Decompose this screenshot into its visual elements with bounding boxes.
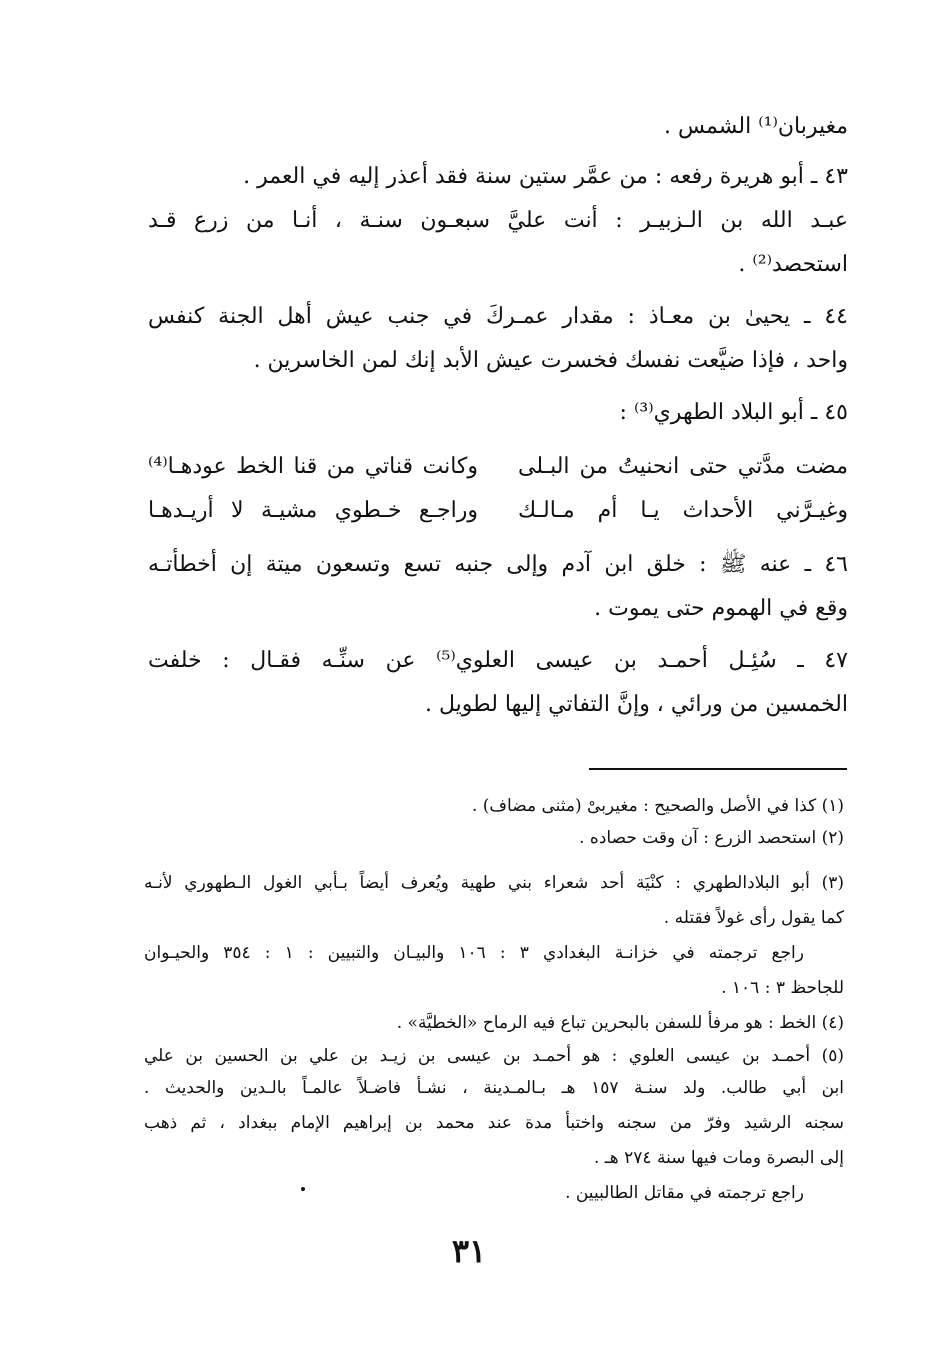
footnote-5-line: (٥) أحمـد بن عيسى العلوي : هو أحمـد بن عيسى بن زيـد بن علي بن الحسين بن علي: [144, 1046, 844, 1066]
entry-47-line: الخمسين من ورائي ، وإنَّ التفاتي إليها لطويل .: [425, 692, 848, 717]
footnote-2: (٢) استحصد الزرع : آن وقت حصاده .: [579, 828, 844, 848]
footnote-5-line: ابن أبي طالب. ولد سنـة ١٥٧ هـ بـالمـدينة ، نشـأ فاضـلاً عالمـاً بالـدين والحديث .: [144, 1078, 844, 1098]
footnote-1: (١) كذا في الأصل والصحيح : مغيربىْ (مثنى مضاف) .: [471, 796, 844, 816]
verse-second-hemistich: وكانت قناتي من قنا الخط عودهـا⁽⁴⁾: [148, 454, 478, 479]
body-line: مغيربان⁽¹⁾ الشمس .: [664, 114, 848, 139]
entry-44-line: ٤٤ ـ يحيىٰ بن معـاذ : مقدار عمـركَ في جنب عيش أهل الجنة كنفس: [148, 304, 848, 329]
footnote-5-line: سجنه الرشيد وفرّ من سجنه واختبأ مدة عند محمد بن إبراهيم الإمام ببغداد ، ثم ذهب: [144, 1113, 844, 1133]
entry-47-line: ٤٧ ـ سُئِـل أحمـد بن عيسى العلوي⁽⁵⁾ عن سنِّـه فقـال : خلفت: [148, 648, 848, 673]
footnote-3-line: (٣) أبو البلادالطهري : كنْيَة أحد شعراء بني طهية ويُعرف أيضاً بـأبي الغول الـطهوري لأنـه: [144, 873, 844, 893]
footnote-5-line: راجع ترجمته في مقاتل الطالبيين .: [565, 1183, 804, 1203]
entry-46-line: وقع في الهموم حتى يموت .: [594, 596, 848, 621]
footnote-3-line: راجع ترجمته في خزانـة البغدادي ٣ : ١٠٦ والبيـان والتبيين : ١ : ٣٥٤ والحيـوان: [144, 943, 804, 963]
footnote-3-line: كما يقول رأى غولاً فقتله .: [663, 908, 844, 928]
verse-first-hemistich: وغيـرَّني الأحداث يـا أم مـالـك: [518, 498, 848, 523]
verse-second-hemistich: وراجـع خـطوي مشيـة لا أريـدهـا: [148, 498, 478, 523]
footnote-3-line: للجاحظ ٣ : ١٠٦ .: [721, 978, 844, 998]
entry-43-line: ٤٣ ـ أبو هريرة رفعه : من عمَّر ستين سنة فقد أعذر إليه في العمر .: [243, 164, 848, 189]
stray-dot: [301, 1187, 305, 1191]
verse-row: [148, 494, 848, 530]
verse-row: [148, 450, 848, 486]
entry-43-line: استحصد⁽²⁾ .: [738, 252, 848, 277]
entry-44-line: واحد ، فإذا ضيَّعت نفسك فخسرت عيش الأبد إنك لمن الخاسرين .: [253, 348, 848, 373]
footnote-5-line: إلى البصرة ومات فيها سنة ٢٧٤ هـ .: [594, 1148, 844, 1168]
entry-46-line: ٤٦ ـ عنه ﷺ : خلق ابن آدم وإلى جنبه تسع وتسعون ميتة إن أخطأتـه: [148, 552, 848, 577]
verse-first-hemistich: مضت مدَّتي حتى انحنيتُ من البـلى: [518, 454, 848, 479]
entry-45-heading: ٤٥ ـ أبو البلاد الطهري⁽³⁾ :: [619, 400, 848, 425]
footnote-divider: [589, 768, 847, 770]
entry-43-line: عبـد الله بن الـزبيـر : أنت عليَّ سبعـون سنـة ، أنـا من زرع قـد: [148, 208, 848, 233]
footnote-4: (٤) الخط : هو مرفأ للسفن بالبحرين تباع فيه الرماح «الخطيَّة» .: [396, 1013, 844, 1033]
page-number: ٣١: [451, 1232, 487, 1270]
